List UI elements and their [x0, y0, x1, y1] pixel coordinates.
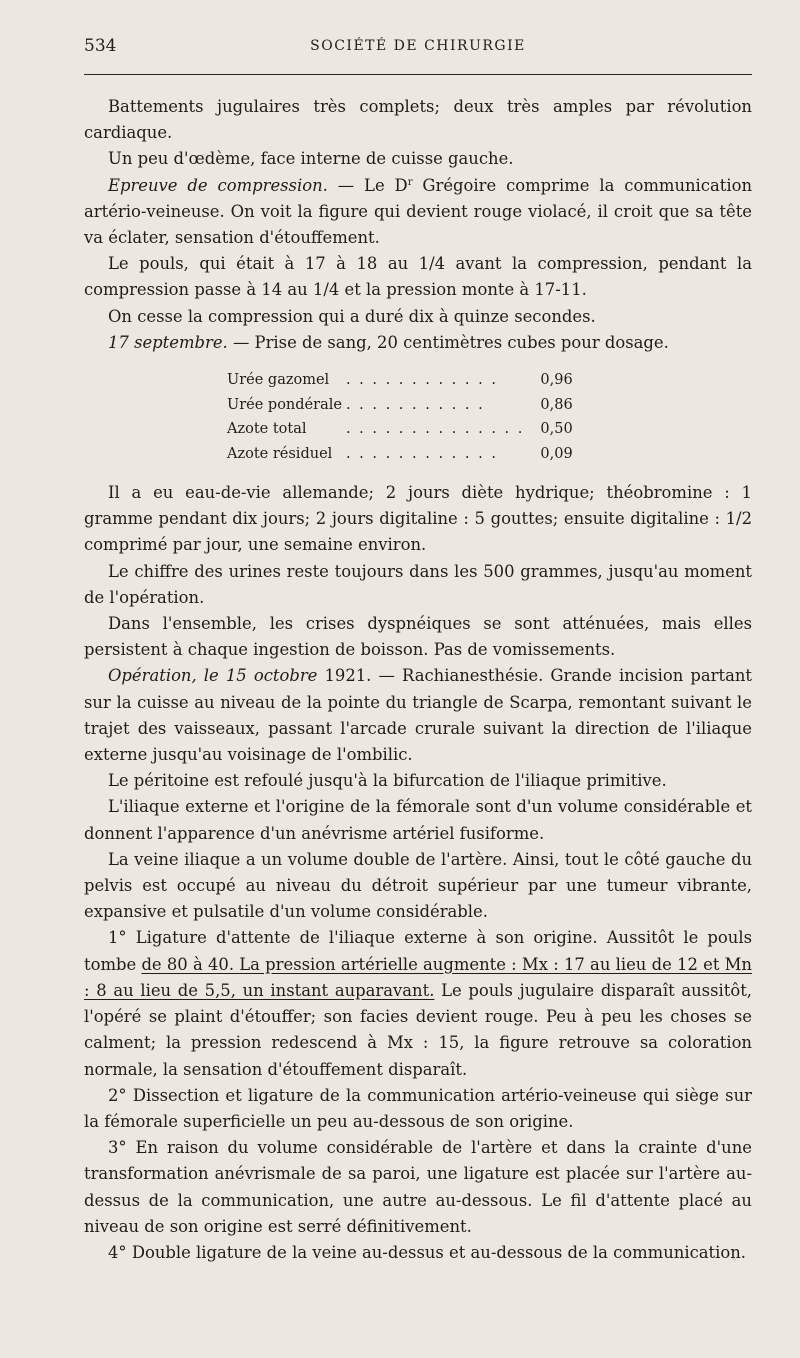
- paragraph: La veine iliaque a un volume double de l'artère. Ainsi, tout le côté gauche du pelvis est occupé au niveau du détroit supérieur par une tumeur vibrante, expansive et pulsatile d'un volume considérable.: [84, 849, 752, 922]
- text-run: — Le D: [327, 175, 408, 195]
- paragraph: Dans l'ensemble, les crises dyspnéiques se sont atténuées, mais elles persistent à chaque ingestion de boisson. Pas de vomissements.: [84, 614, 752, 660]
- text-run: Grégoire comprime la communication artério-veineuse. On voit la figure qui devient rouge violacé, il croit que sa tête va éclater, sensation d'étouffement.: [84, 175, 753, 248]
- body-text: [84, 94, 752, 1266]
- dosage-value: 0,96: [540, 372, 573, 389]
- paragraph: 3° En raison du volume considérable de l'artère et dans la crainte d'une transformation anévrismale de sa paroi, une ligature est placée sur l'artère au-dessus de la communication, une autre au-dessous. Le fil d'attente placé au niveau de son origine est serré définitivement.: [84, 1138, 752, 1236]
- paragraph: 4° Double ligature de la veine au-dessus et au-dessous de la communication.: [108, 1242, 746, 1262]
- text-run: Le pouls jugulaire disparaît aussitôt, l'opéré se plaint d'étouffer; son facies devient rouge. Peu à peu les choses se calment; la pression redescend à Mx : 15, la figure retrouve sa coloration normale, la sensation d'étouffement disparaît.: [84, 980, 752, 1079]
- leader-dots: . . . . . . . . . . . .: [345, 445, 498, 462]
- text-run: 1° Ligature d'attente de l'iliaque externe à son origine. Aussitôt le pouls tombe: [84, 928, 752, 974]
- dosage-label: Urée pondérale: [227, 396, 342, 413]
- leader-dots: . . . . . . . . . . . . . .: [345, 421, 525, 438]
- dosage-label: Azote total: [227, 421, 307, 438]
- table-row: [227, 442, 573, 467]
- paragraph: Le péritoine est refoulé jusqu'à la bifurcation de l'iliaque primitive.: [108, 771, 667, 791]
- page-number: 534: [84, 36, 117, 56]
- paragraph: [84, 925, 752, 1082]
- dosage-table: [227, 368, 573, 466]
- section-label: Epreuve de compression.: [108, 175, 328, 195]
- table-row: [227, 368, 573, 393]
- paragraph: Le chiffre des urines reste toujours dans les 500 grammes, jusqu'au moment de l'opération.: [84, 561, 752, 607]
- paragraph: [84, 173, 752, 252]
- running-title: SOCIÉTÉ DE CHIRURGIE: [310, 38, 526, 54]
- paragraph: Un peu d'œdème, face interne de cuisse gauche.: [108, 149, 514, 169]
- dosage-value: 0,86: [540, 396, 573, 413]
- underlined-text: de 80 à 40. La pression artérielle augmente : Mx : 17 au lieu de 12 et Mn : 8 au lieu de 5,5, un instant auparavant.: [84, 954, 752, 1000]
- paragraph: [84, 330, 752, 356]
- dosage-label: Azote résiduel: [227, 445, 333, 462]
- leader-dots: . . . . . . . . . . . .: [345, 372, 498, 389]
- paragraph: [84, 663, 752, 768]
- date-label: 17 septembre.: [108, 332, 228, 352]
- running-header: [84, 36, 752, 60]
- dosage-label: Urée gazomel: [227, 372, 330, 389]
- paragraph: Le pouls, qui était à 17 à 18 au 1/4 avant la compression, pendant la compression passe à 14 au 1/4 et la pression monte à 17-11.: [84, 254, 752, 300]
- table-row: [227, 393, 573, 418]
- paragraph: Battements jugulaires très complets; deux très amples par révolution cardiaque.: [84, 97, 752, 143]
- paragraph: On cesse la compression qui a duré dix à quinze secondes.: [108, 306, 596, 326]
- paragraph: L'iliaque externe et l'origine de la fémorale sont d'un volume considérable et donnent l'apparence d'un anévrisme artériel fusiforme.: [84, 797, 752, 843]
- text-run: — Prise de sang, 20 centimètres cubes pour dosage.: [227, 332, 669, 352]
- table-row: [227, 417, 573, 442]
- date-label: Opération, le 15 octobre: [108, 666, 318, 686]
- dosage-value: 0,50: [540, 421, 573, 438]
- text-run: 1921. — Rachianesthésie. Grande incision partant sur la cuisse au niveau de la pointe du triangle de Scarpa, remontant suivant le trajet des vaisseaux, passant l'arcade crurale suivant la direction de l'iliaque externe jusqu'au voisinage de l'ombilic.: [84, 666, 752, 765]
- dosage-value: 0,09: [540, 445, 573, 462]
- paragraph: 2° Dissection et ligature de la communication artério-veineuse qui siège sur la fémorale superficielle un peu au-dessous de son origine.: [84, 1085, 752, 1131]
- paragraph: Il a eu eau-de-vie allemande; 2 jours diète hydrique; théobromine : 1 gramme pendant dix jours; 2 jours digitaline : 5 gouttes; ensuite digitaline : 1/2 comprimé par jour, une semaine environ.: [84, 483, 752, 555]
- header-rule: [84, 74, 752, 75]
- superscript: r: [407, 176, 413, 188]
- leader-dots: . . . . . . . . . . .: [345, 396, 485, 413]
